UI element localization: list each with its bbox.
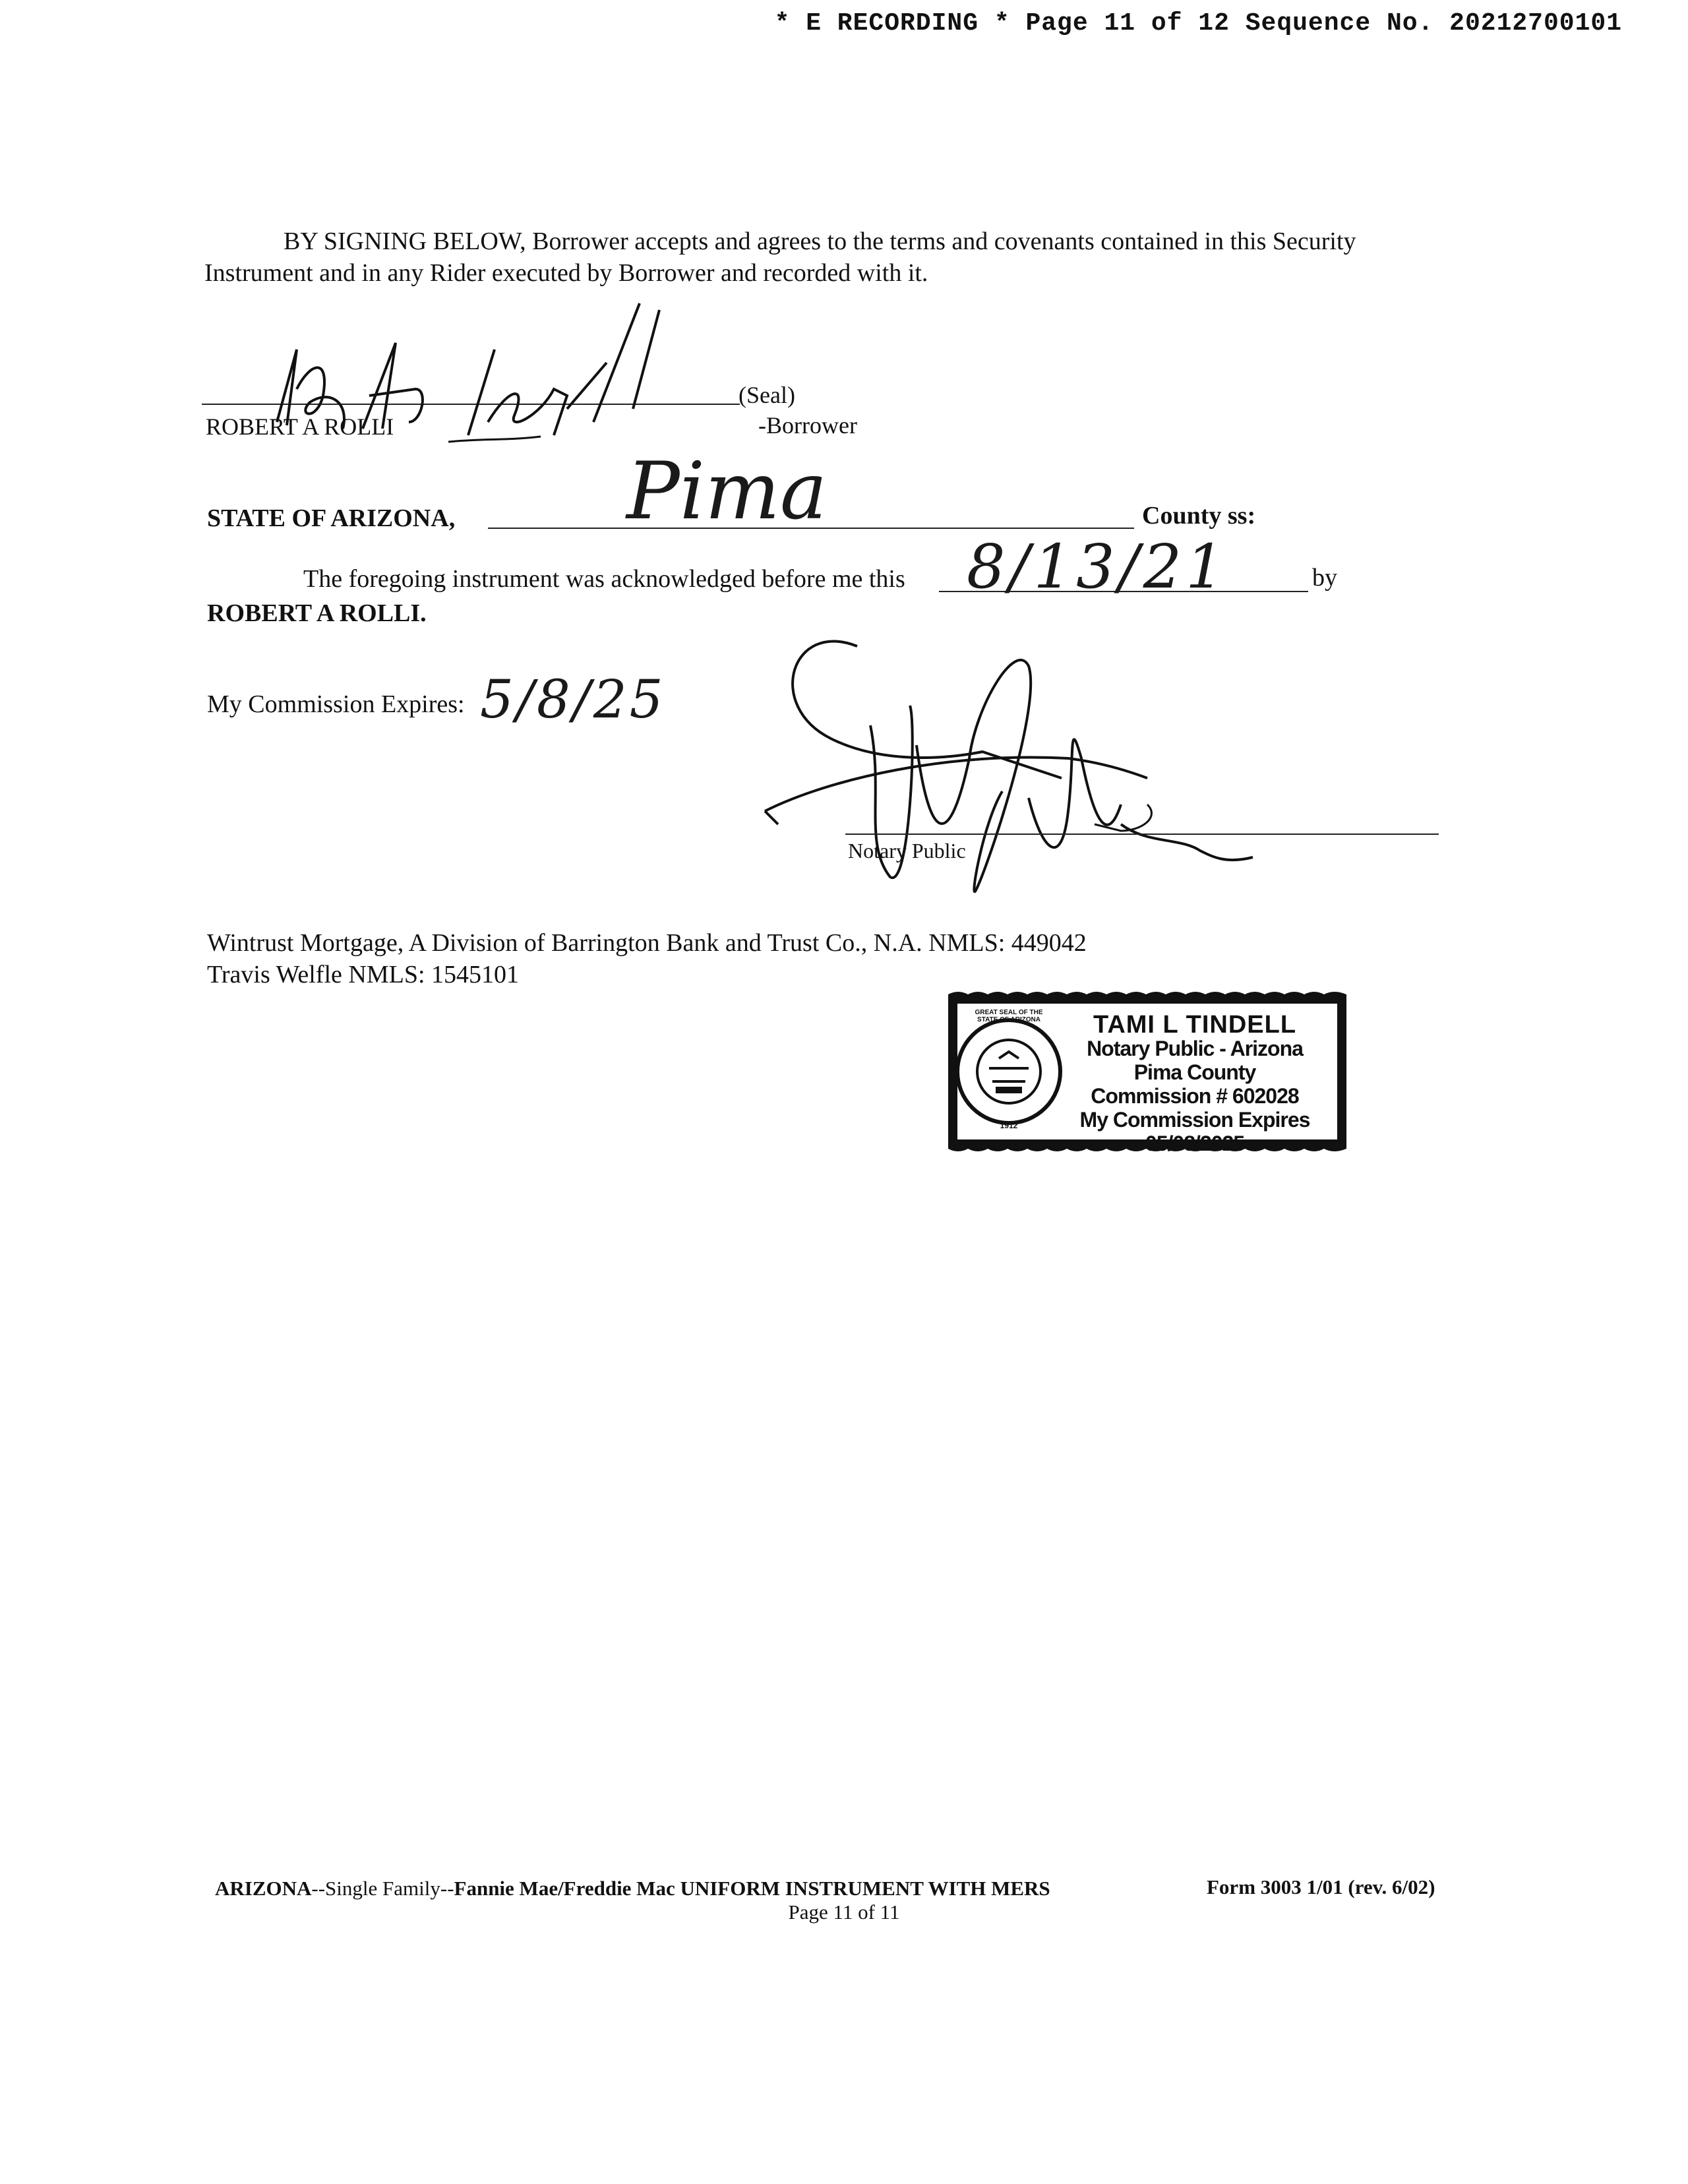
notary-signature-line bbox=[845, 834, 1439, 835]
lender-line-1: Wintrust Mortgage, A Division of Barrington Bank and Trust Co., N.A. NMLS: 449042 bbox=[207, 929, 1087, 957]
stamp-county: Pima County bbox=[1133, 1060, 1256, 1084]
stamp-notary-title: Notary Public - Arizona bbox=[1087, 1037, 1303, 1060]
state-label: STATE OF ARIZONA, bbox=[207, 504, 456, 532]
handwritten-commission-date: 5/8/25 bbox=[480, 669, 666, 730]
stamp-seal-year: 1912 bbox=[1000, 1121, 1018, 1130]
handwritten-county: Pima bbox=[626, 446, 828, 537]
stamp-commission-number: Commission # 602028 bbox=[1091, 1084, 1299, 1108]
footer-form-description bbox=[215, 1877, 1050, 1900]
signing-statement-line-1: BY SIGNING BELOW, Borrower accepts and agrees to the terms and covenants contained in this Security bbox=[284, 228, 1356, 255]
recording-banner: * E RECORDING * Page 11 of 12 Sequence No. 20212700101 bbox=[774, 9, 1622, 38]
stamp-notary-name: TAMI L TINDELL bbox=[1093, 1011, 1297, 1039]
footer-state: ARIZONA bbox=[215, 1877, 312, 1900]
borrower-name: ROBERT A ROLLI bbox=[206, 413, 394, 440]
notary-signature bbox=[752, 626, 1279, 923]
footer-instrument: Fannie Mae/Freddie Mac UNIFORM INSTRUMENT WITH MERS bbox=[454, 1877, 1050, 1900]
acknowledged-name: ROBERT A ROLLI. bbox=[207, 599, 427, 627]
stamp-expiration: My Commission Expires 05/08/2025 bbox=[1079, 1108, 1310, 1155]
lender-info bbox=[207, 927, 1087, 990]
signing-statement-line-2: Instrument and in any Rider executed by Borrower and recorded with it. bbox=[204, 259, 928, 287]
seal-label: (Seal) bbox=[738, 382, 795, 408]
commission-expires-label: My Commission Expires: bbox=[207, 690, 465, 718]
footer-form-number: Form 3003 1/01 (rev. 6/02) bbox=[1207, 1875, 1435, 1898]
notary-title: Notary Public bbox=[848, 839, 966, 863]
acknowledgment-statement: The foregoing instrument was acknowledged before me this bbox=[303, 565, 905, 593]
lender-line-2: Travis Welfle NMLS: 1545101 bbox=[207, 961, 520, 988]
handwritten-date: 8/13/21 bbox=[967, 531, 1228, 602]
footer-form-type: --Single Family-- bbox=[311, 1877, 454, 1900]
signing-statement bbox=[204, 226, 1444, 289]
by-label: by bbox=[1312, 564, 1337, 592]
notary-stamp-text bbox=[1050, 1013, 1340, 1155]
footer-page-number: Page 11 of 11 bbox=[788, 1900, 900, 1924]
county-label: County ss: bbox=[1142, 502, 1256, 530]
stamp-seal-text: GREAT SEAL OF THE STATE OF ARIZONA bbox=[975, 1009, 1043, 1023]
borrower-signature-line bbox=[202, 404, 740, 405]
borrower-role: -Borrower bbox=[758, 412, 857, 439]
